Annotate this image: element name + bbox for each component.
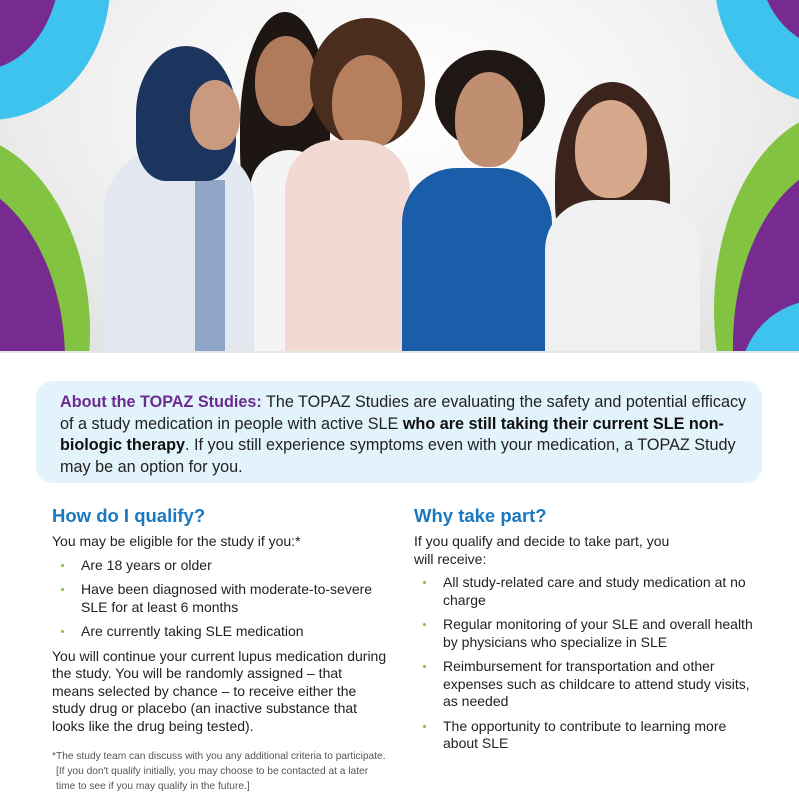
why-item-text: The opportunity to contribute to learning more about SLE (443, 717, 727, 751)
qualify-heading: How do I qualify? (52, 505, 206, 526)
why-section (414, 505, 754, 760)
qualify-item (52, 557, 387, 575)
about-topaz-box (36, 381, 762, 483)
qualify-item (52, 623, 387, 641)
why-item-text: All study-related care and study medication at no charge (443, 574, 746, 608)
bullet-icon (423, 581, 426, 584)
qualify-intro: You may be eligible for the study if you:* (52, 533, 301, 549)
hero-divider (0, 351, 799, 353)
bullet-icon (423, 665, 426, 668)
bullet-icon (423, 725, 426, 728)
about-text (60, 392, 750, 478)
bullet-icon (423, 623, 426, 626)
why-item-text: Regular monitoring of your SLE and overall health by physicians who specialize in SLE (443, 616, 753, 650)
why-item (414, 658, 754, 711)
why-intro: If you qualify and decide to take part, you will receive: (414, 533, 670, 567)
why-item-text: Reimbursement for transportation and other expenses such as childcare to attend study visits, as needed (443, 658, 750, 709)
randomization-paragraph: You will continue your current lupus medication during the study. You will be randomly assigned – that means selected by chance – to receive either the study drug or placebo (an inactive substance that looks like the drug being tested). (52, 647, 387, 734)
hero-image (0, 0, 799, 351)
why-heading: Why take part? (414, 505, 547, 526)
qualify-list (52, 557, 387, 641)
footnote: *The study team can discuss with you any additional criteria to participate. [If you don't qualify initially, you may choose to be contacted at a later time to see if you may qualify in the future.] (52, 751, 386, 792)
bullet-icon (61, 630, 64, 633)
bullet-icon (61, 588, 64, 591)
why-item (414, 616, 754, 651)
why-list (414, 574, 754, 753)
about-text-part-2: . If you still experience symptoms even with your medication, a TOPAZ Study may be an option for you. (60, 436, 736, 476)
qualify-item-text: Are 18 years or older (81, 556, 212, 573)
why-item (414, 574, 754, 609)
qualify-item (52, 581, 387, 616)
qualify-section (52, 505, 387, 794)
qualify-item-text: Are currently taking SLE medication (81, 623, 304, 639)
people-photo (100, 0, 710, 351)
why-item (414, 718, 754, 753)
about-text-part-1: The TOPAZ Studies are evaluating the safety and potential efficacy of a study medication in people with active SLE (60, 393, 747, 433)
about-lead: About the TOPAZ Studies: (60, 393, 262, 411)
bullet-icon (61, 564, 64, 567)
about-bold-text: who are still taking their current SLE non-biologic therapy (60, 414, 724, 454)
qualify-item-text: Have been diagnosed with moderate-to-severe SLE for at least 6 months (81, 581, 373, 615)
